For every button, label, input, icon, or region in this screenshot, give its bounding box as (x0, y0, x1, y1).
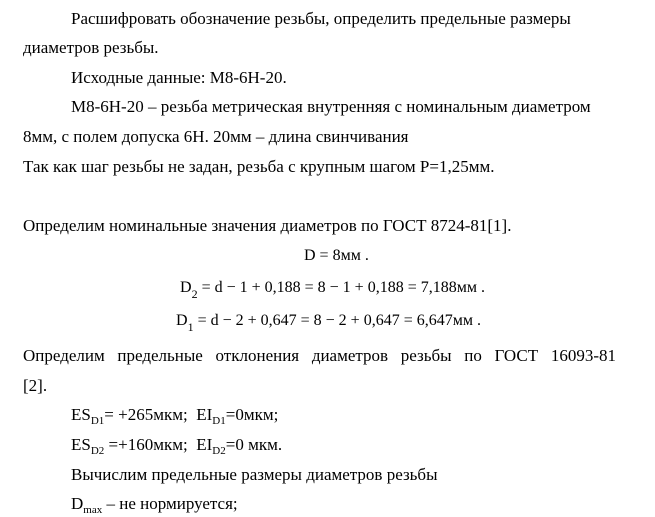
deviation-row-d2 (71, 435, 282, 455)
formula-d1-expression: = d − 2 + 0,647 = 8 − 2 + 0,647 = 6,647мм . (193, 312, 481, 329)
description-line-2: 8мм, с полем допуска 6Н. 20мм – длина свинчивания (23, 127, 409, 146)
es-d1-subscript: D1 (90, 415, 105, 427)
dmax-symbol: D (71, 494, 84, 513)
es-d2-value: =+160мкм; (104, 435, 188, 454)
es-d1-value: = +265мкм; (104, 405, 188, 424)
ei-d1-symbol: EI (196, 405, 213, 424)
nominal-heading: Определим номинальные значения диаметров по ГОСТ 8724-81[1]. (23, 216, 512, 235)
deviation-row-d1 (71, 405, 278, 425)
ei-d2-value: =0 мкм. (225, 435, 283, 454)
dmax-line (71, 494, 238, 514)
ei-d1-subscript: D1 (212, 415, 226, 427)
ei-d2-subscript: D2 (212, 445, 226, 457)
es-d2-symbol: ES (71, 435, 91, 454)
es-d2-subscript: D2 (90, 445, 105, 457)
dmax-subscript: max (83, 504, 103, 516)
task-line-2: диаметров резьбы. (23, 38, 159, 57)
formula-d1-subscript: 1 (187, 320, 194, 334)
formula-d2-expression: = d − 1 + 0,188 = 8 − 1 + 0,188 = 7,188мм . (197, 279, 485, 296)
formula-d: D = 8мм . (304, 247, 369, 264)
ei-d2-symbol: EI (196, 435, 213, 454)
deviations-heading-line-2: [2]. (23, 376, 48, 395)
formula-d2 (180, 278, 485, 301)
dmax-text: – не нормируется; (102, 494, 238, 513)
pitch-note: Так как шаг резьбы не задан, резьба с крупным шагом Р=1,25мм. (23, 157, 495, 176)
es-d1-symbol: ES (71, 405, 91, 424)
formula-d2-symbol: D (180, 279, 192, 296)
ei-d1-value: =0мкм; (225, 405, 279, 424)
deviations-heading-line-1: Определим предельные отклонения диаметров резьбы по ГОСТ 16093-81 (23, 346, 616, 365)
limits-heading: Вычислим предельные размеры диаметров резьбы (71, 465, 438, 484)
formula-d2-subscript: 2 (191, 287, 198, 301)
given-data: Исходные данные: М8-6Н-20. (71, 68, 287, 87)
formula-d1-symbol: D (176, 312, 188, 329)
description-line-1: М8-6Н-20 – резьба метрическая внутренняя с номинальным диаметром (71, 97, 591, 116)
formula-d1 (176, 311, 481, 334)
task-line-1: Расшифровать обозначение резьбы, определить предельные размеры (71, 9, 571, 28)
